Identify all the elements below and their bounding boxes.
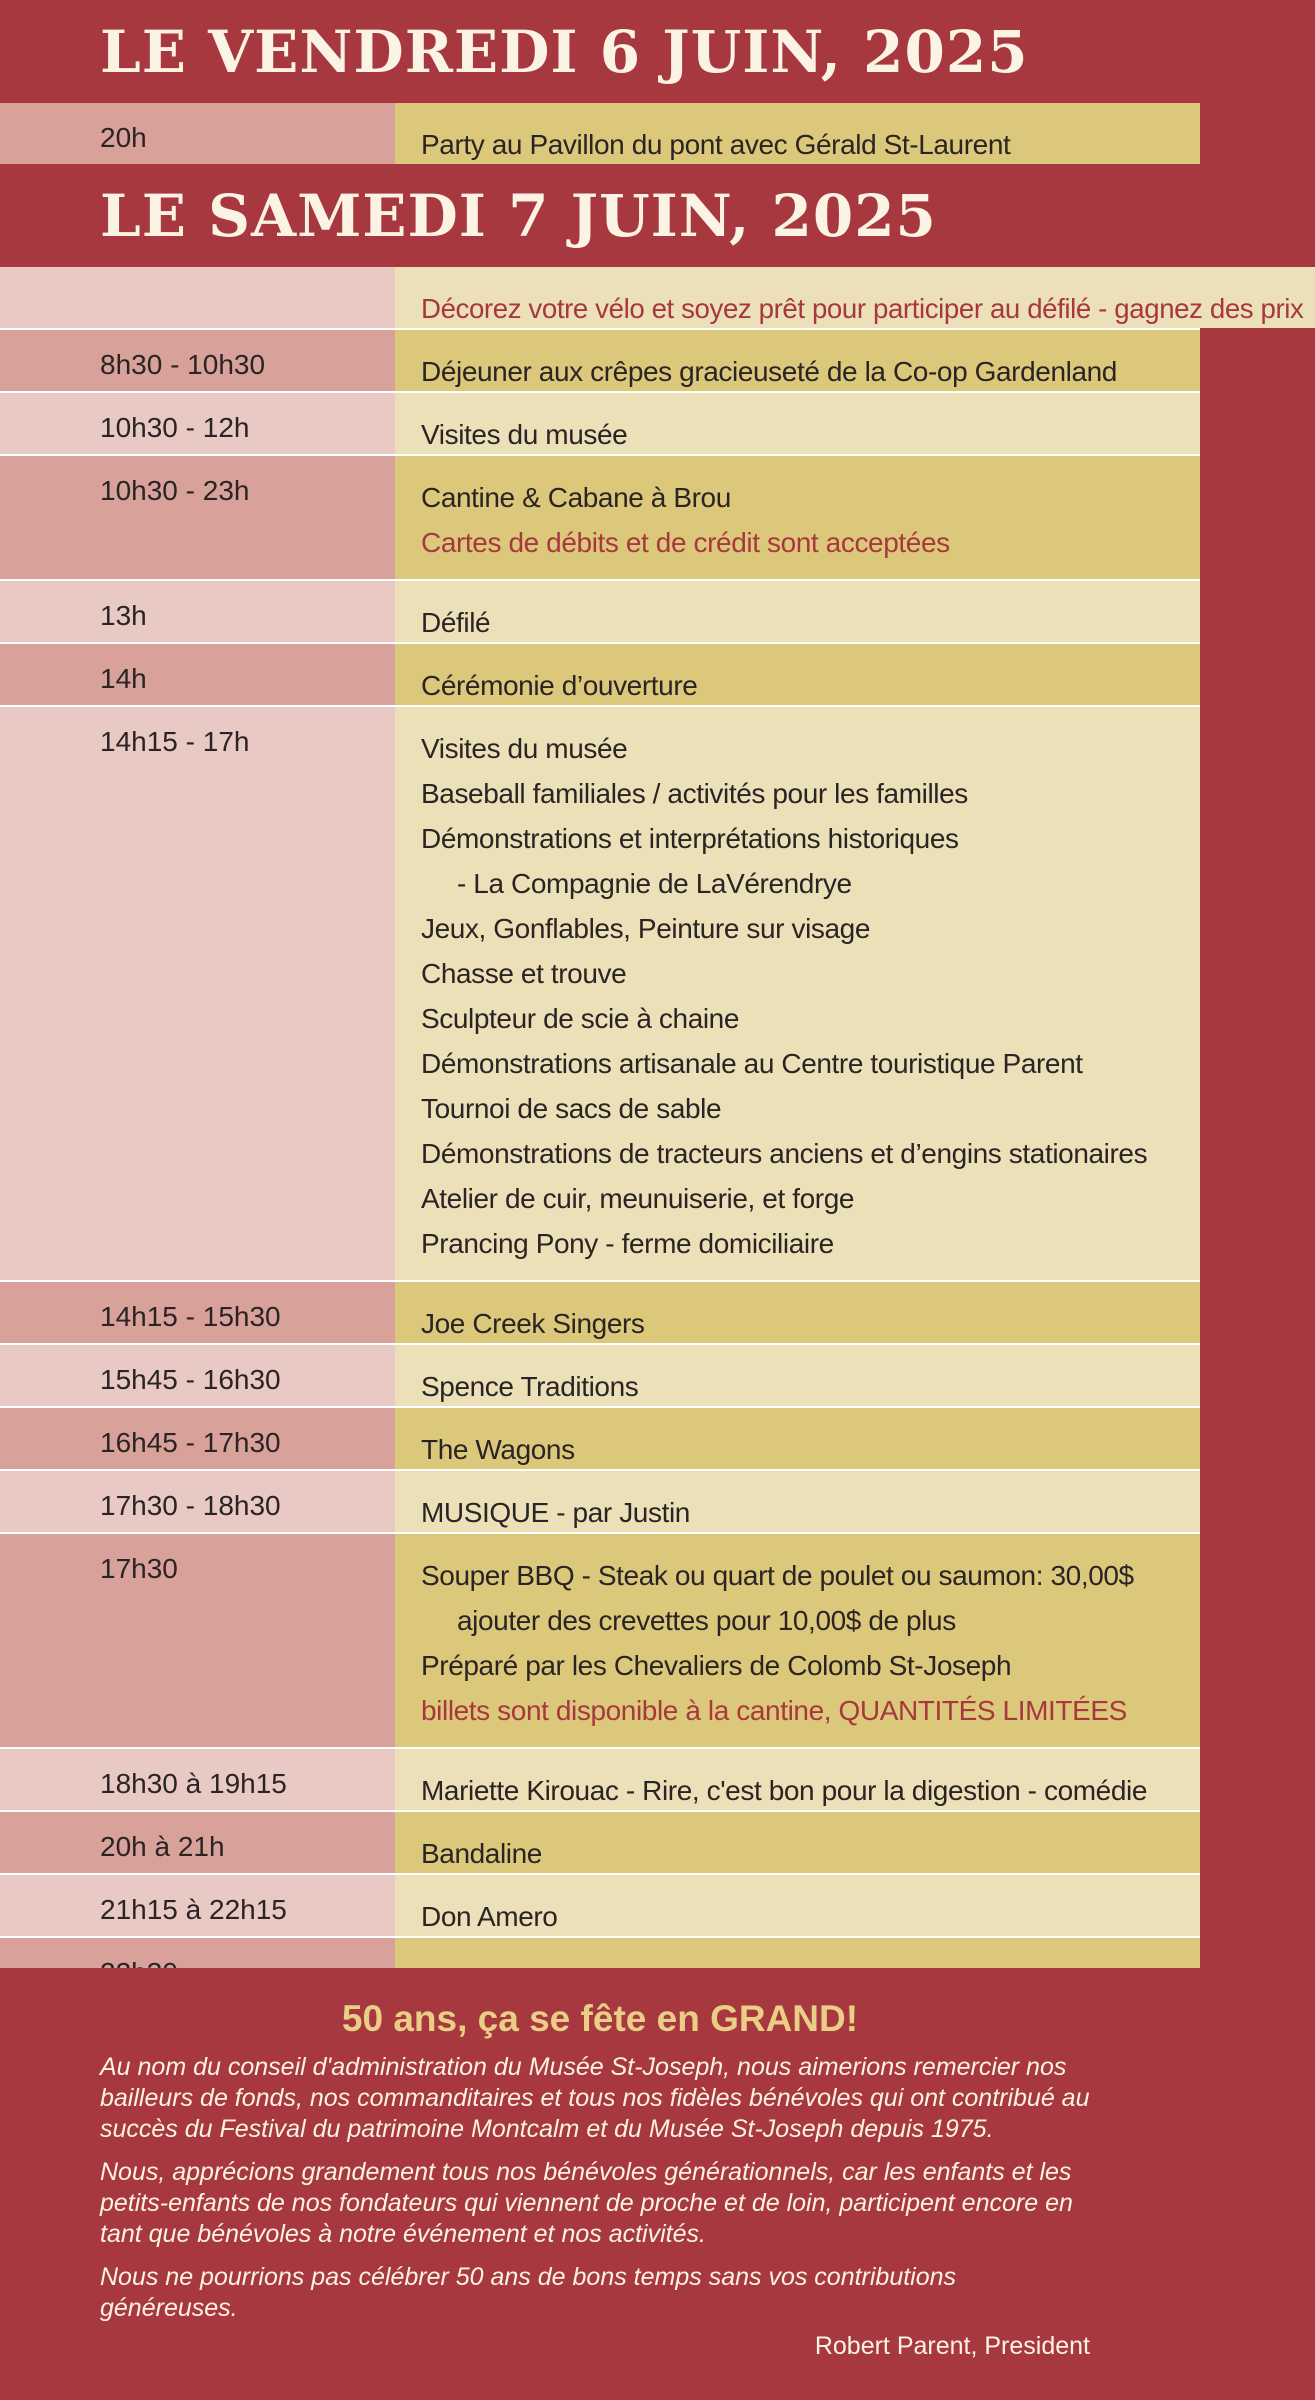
event-line: Cérémonie d’ouverture bbox=[421, 670, 698, 701]
event-line: Souper BBQ - Steak ou quart de poulet ou saumon: 30,00$ bbox=[421, 1560, 1134, 1591]
event-time: 20h bbox=[0, 103, 395, 164]
event-line: Cantine & Cabane à Brou bbox=[421, 482, 731, 513]
event-line: Démonstrations artisanale au Centre touristique Parent bbox=[421, 1048, 1083, 1079]
event-time bbox=[0, 267, 395, 328]
event-time: 20h à 21h bbox=[0, 1812, 395, 1873]
event-time: 21h15 à 22h15 bbox=[0, 1875, 395, 1936]
thank-you-footer bbox=[0, 1968, 1200, 2400]
event-time: 13h bbox=[0, 581, 395, 642]
event-line: Décorez votre vélo et soyez prêt pour participer au défilé - gagnez des prix bbox=[421, 293, 1304, 324]
schedule-row bbox=[0, 1749, 1200, 1810]
event-description bbox=[395, 1282, 1200, 1343]
event-line: ajouter des crevettes pour 10,00$ de plus bbox=[457, 1605, 956, 1636]
event-time: 10h30 - 12h bbox=[0, 393, 395, 454]
event-line: MUSIQUE - par Justin bbox=[421, 1497, 690, 1528]
thanks-paragraph-1: Au nom du conseil d'administration du Musée St-Joseph, nous aimerions remercier nos bailleurs de fonds, nos commanditaires et tous nos fidèles bénévoles qui ont contribué au succès du Festival du patrimoine Montcalm et du Musée St-Joseph depuis 1975. bbox=[100, 2053, 1090, 2143]
event-time: 14h15 - 17h bbox=[0, 707, 395, 1280]
schedule-row bbox=[0, 1345, 1200, 1406]
event-line: Défilé bbox=[421, 607, 491, 638]
event-line: Tournoi de sacs de sable bbox=[421, 1093, 722, 1124]
schedule-row bbox=[0, 581, 1200, 642]
event-description bbox=[395, 1345, 1200, 1406]
event-description bbox=[395, 1471, 1200, 1532]
event-time: 14h15 - 15h30 bbox=[0, 1282, 395, 1343]
event-description bbox=[395, 456, 1200, 579]
event-description bbox=[395, 393, 1200, 454]
schedule-row bbox=[0, 330, 1200, 391]
event-time: 17h30 - 18h30 bbox=[0, 1471, 395, 1532]
event-line: Bandaline bbox=[421, 1838, 542, 1869]
event-time: 17h30 bbox=[0, 1534, 395, 1747]
event-description bbox=[395, 1812, 1200, 1873]
event-line: Don Amero bbox=[421, 1901, 558, 1932]
event-line: Baseball familiales / activités pour les familles bbox=[421, 778, 968, 809]
event-time: 14h bbox=[0, 644, 395, 705]
event-line: Chasse et trouve bbox=[421, 958, 627, 989]
event-line: Party au Pavillon du pont avec Gérald St-Laurent bbox=[421, 129, 1011, 160]
event-description bbox=[395, 1875, 1200, 1936]
schedule-row bbox=[0, 1408, 1200, 1469]
saturday-schedule bbox=[0, 267, 1304, 1999]
event-line: Sculpteur de scie à chaine bbox=[421, 1003, 740, 1034]
event-line: Prancing Pony - ferme domiciliaire bbox=[421, 1228, 834, 1259]
friday-schedule bbox=[0, 103, 1200, 164]
schedule-row bbox=[0, 1875, 1200, 1936]
event-description bbox=[395, 707, 1200, 1280]
schedule-row bbox=[0, 393, 1200, 454]
schedule-row bbox=[0, 1812, 1200, 1873]
event-line: Visites du musée bbox=[421, 419, 628, 450]
event-line: Visites du musée bbox=[421, 733, 628, 764]
schedule-row bbox=[0, 1534, 1200, 1747]
event-line: Atelier de cuir, meunuiserie, et forge bbox=[421, 1183, 855, 1214]
signature: Robert Parent, President bbox=[814, 2332, 1090, 2360]
anniversary-title: 50 ans, ça se fête en GRAND! bbox=[341, 1998, 859, 2039]
event-description bbox=[395, 1534, 1200, 1747]
event-time: 18h30 à 19h15 bbox=[0, 1749, 395, 1810]
schedule-row bbox=[0, 267, 1304, 328]
event-description bbox=[395, 1749, 1200, 1810]
event-line: billets sont disponible à la cantine, QUANTITÉS LIMITÉES bbox=[421, 1695, 1127, 1726]
event-description bbox=[395, 330, 1200, 391]
event-line: Mariette Kirouac - Rire, c'est bon pour la digestion - comédie bbox=[421, 1775, 1148, 1806]
schedule-row bbox=[0, 644, 1200, 705]
event-line: Préparé par les Chevaliers de Colomb St-Joseph bbox=[421, 1650, 1012, 1681]
event-line: Déjeuner aux crêpes gracieuseté de la Co-op Gardenland bbox=[421, 356, 1117, 387]
event-line: Spence Traditions bbox=[421, 1371, 639, 1402]
event-line: Démonstrations et interprétations historiques bbox=[421, 823, 959, 854]
event-description bbox=[395, 103, 1200, 164]
event-line: Jeux, Gonflables, Peinture sur visage bbox=[421, 913, 871, 944]
schedule-row bbox=[0, 707, 1200, 1280]
saturday-header: LE SAMEDI 7 JUIN, 2025 bbox=[0, 164, 1200, 267]
event-description bbox=[395, 1408, 1200, 1469]
thanks-paragraph-3: Nous ne pourrions pas célébrer 50 ans de bons temps sans vos contributions généreuses. bbox=[100, 2263, 957, 2322]
thanks-paragraph-2: Nous, apprécions grandement tous nos bénévoles générationnels, car les enfants et les petits-enfants de nos fondateurs qui viennent de proche et de loin, participent encore en tant que bénévoles à notre événement et nos activités. bbox=[100, 2158, 1073, 2248]
event-line: The Wagons bbox=[421, 1434, 575, 1465]
event-line: Démonstrations de tracteurs anciens et d’engins stationaires bbox=[421, 1138, 1148, 1169]
event-time: 16h45 - 17h30 bbox=[0, 1408, 395, 1469]
schedule-row bbox=[0, 1471, 1200, 1532]
event-time: 10h30 - 23h bbox=[0, 456, 395, 579]
event-line: - La Compagnie de LaVérendrye bbox=[457, 868, 852, 899]
schedule-row bbox=[0, 456, 1200, 579]
event-line: Joe Creek Singers bbox=[421, 1308, 645, 1339]
schedule-row bbox=[0, 1282, 1200, 1343]
event-description bbox=[395, 644, 1200, 705]
schedule-row bbox=[0, 103, 1200, 164]
friday-header: LE VENDREDI 6 JUIN, 2025 bbox=[0, 0, 1200, 103]
event-time: 8h30 - 10h30 bbox=[0, 330, 395, 391]
event-time: 15h45 - 16h30 bbox=[0, 1345, 395, 1406]
event-description bbox=[395, 581, 1200, 642]
event-line: Cartes de débits et de crédit sont acceptées bbox=[421, 527, 950, 558]
event-description bbox=[395, 267, 1315, 328]
